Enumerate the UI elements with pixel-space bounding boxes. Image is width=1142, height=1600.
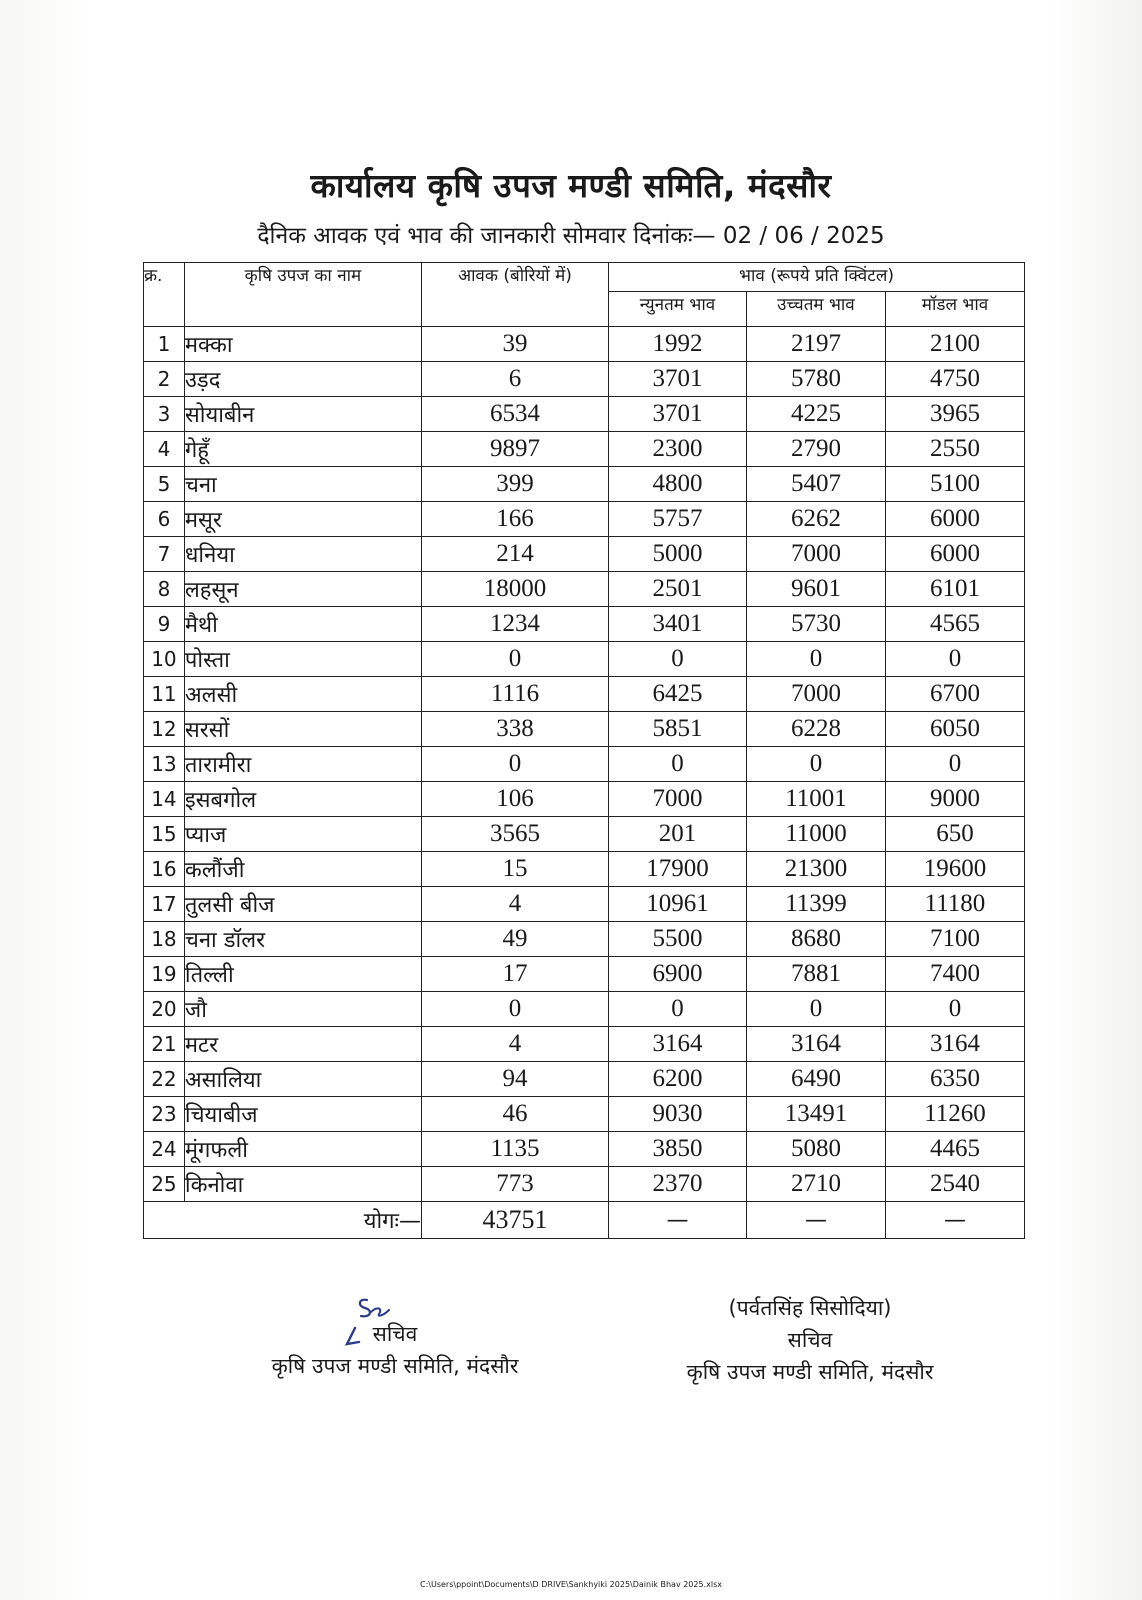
arrival-cell: 1116 bbox=[421, 677, 608, 712]
min-price-cell: 5000 bbox=[609, 537, 747, 572]
table-row bbox=[144, 712, 1025, 747]
max-price-cell: 7000 bbox=[746, 537, 885, 572]
table-row bbox=[144, 1132, 1025, 1167]
serial-cell: 7 bbox=[144, 537, 185, 572]
table-row bbox=[144, 957, 1025, 992]
serial-cell: 17 bbox=[144, 887, 185, 922]
min-price-cell: 9030 bbox=[609, 1097, 747, 1132]
crop-name-cell: मसूर bbox=[184, 502, 421, 537]
min-price-cell: 3701 bbox=[609, 362, 747, 397]
modal-price-cell: 5100 bbox=[885, 467, 1024, 502]
table-row bbox=[144, 1167, 1025, 1202]
min-price-cell: 5500 bbox=[609, 922, 747, 957]
min-price-cell: 17900 bbox=[609, 852, 747, 887]
max-price-cell: 7000 bbox=[746, 677, 885, 712]
crop-name-cell: चना bbox=[184, 467, 421, 502]
arrival-cell: 399 bbox=[421, 467, 608, 502]
table-row bbox=[144, 887, 1025, 922]
max-price-cell: 3164 bbox=[746, 1027, 885, 1062]
serial-cell: 3 bbox=[144, 397, 185, 432]
report-subtitle: दैनिक आवक एवं भाव की जानकारी सोमवार दिनांकः— 02 / 06 / 2025 bbox=[257, 223, 885, 249]
max-price-cell: 5730 bbox=[746, 607, 885, 642]
crop-name-cell: इसबगोल bbox=[184, 782, 421, 817]
total-min-dash: — bbox=[609, 1202, 747, 1239]
serial-cell: 20 bbox=[144, 992, 185, 1027]
serial-cell: 4 bbox=[144, 432, 185, 467]
min-price-cell: 7000 bbox=[609, 782, 747, 817]
serial-cell: 11 bbox=[144, 677, 185, 712]
crop-name-cell: मूंगफली bbox=[184, 1132, 421, 1167]
modal-price-cell: 0 bbox=[885, 747, 1024, 782]
signature-right-org: कृषि उपज मण्डी समिति, मंदसौर bbox=[686, 1360, 934, 1384]
arrival-cell: 214 bbox=[421, 537, 608, 572]
crop-name-cell: सोयाबीन bbox=[184, 397, 421, 432]
table-row bbox=[144, 992, 1025, 1027]
header-arrival: आवक (बोरियों में) bbox=[421, 263, 608, 327]
table-row bbox=[144, 432, 1025, 467]
signature-block-left bbox=[225, 1318, 565, 1382]
min-price-cell: 6200 bbox=[609, 1062, 747, 1097]
arrival-cell: 3565 bbox=[421, 817, 608, 852]
total-modal-dash: — bbox=[885, 1202, 1024, 1239]
min-price-cell: 5851 bbox=[609, 712, 747, 747]
crop-name-cell: मैथी bbox=[184, 607, 421, 642]
table-row bbox=[144, 362, 1025, 397]
arrival-cell: 0 bbox=[421, 642, 608, 677]
min-price-cell: 3401 bbox=[609, 607, 747, 642]
serial-cell: 16 bbox=[144, 852, 185, 887]
modal-price-cell: 19600 bbox=[885, 852, 1024, 887]
table-row bbox=[144, 1027, 1025, 1062]
arrival-cell: 49 bbox=[421, 922, 608, 957]
arrival-cell: 17 bbox=[421, 957, 608, 992]
max-price-cell: 0 bbox=[746, 992, 885, 1027]
min-price-cell: 1992 bbox=[609, 327, 747, 362]
serial-cell: 5 bbox=[144, 467, 185, 502]
crop-name-cell: उड़द bbox=[184, 362, 421, 397]
arrival-cell: 4 bbox=[421, 887, 608, 922]
crop-name-cell: मक्का bbox=[184, 327, 421, 362]
modal-price-cell: 4565 bbox=[885, 607, 1024, 642]
arrival-cell: 106 bbox=[421, 782, 608, 817]
modal-price-cell: 3965 bbox=[885, 397, 1024, 432]
max-price-cell: 2197 bbox=[746, 327, 885, 362]
modal-price-cell: 6350 bbox=[885, 1062, 1024, 1097]
min-price-cell: 0 bbox=[609, 642, 747, 677]
min-price-cell: 10961 bbox=[609, 887, 747, 922]
signature-left-org: कृषि उपज मण्डी समिति, मंदसौर bbox=[271, 1354, 519, 1378]
serial-cell: 2 bbox=[144, 362, 185, 397]
min-price-cell: 2300 bbox=[609, 432, 747, 467]
serial-cell: 9 bbox=[144, 607, 185, 642]
crop-name-cell: तारामीरा bbox=[184, 747, 421, 782]
max-price-cell: 2790 bbox=[746, 432, 885, 467]
signatory-name: (पर्वतसिंह सिसोदिया) bbox=[728, 1296, 892, 1320]
table-row bbox=[144, 677, 1025, 712]
min-price-cell: 0 bbox=[609, 992, 747, 1027]
modal-price-cell: 4750 bbox=[885, 362, 1024, 397]
table-row bbox=[144, 747, 1025, 782]
arrival-cell: 94 bbox=[421, 1062, 608, 1097]
modal-price-cell: 6101 bbox=[885, 572, 1024, 607]
max-price-cell: 11399 bbox=[746, 887, 885, 922]
serial-cell: 15 bbox=[144, 817, 185, 852]
min-price-cell: 0 bbox=[609, 747, 747, 782]
modal-price-cell: 650 bbox=[885, 817, 1024, 852]
modal-price-cell: 2540 bbox=[885, 1167, 1024, 1202]
table-row bbox=[144, 397, 1025, 432]
crop-name-cell: पोस्ता bbox=[184, 642, 421, 677]
signature-left-title: सचिव bbox=[372, 1322, 418, 1346]
arrival-cell: 9897 bbox=[421, 432, 608, 467]
serial-cell: 19 bbox=[144, 957, 185, 992]
max-price-cell: 2710 bbox=[746, 1167, 885, 1202]
serial-cell: 24 bbox=[144, 1132, 185, 1167]
arrival-cell: 18000 bbox=[421, 572, 608, 607]
header-price-group: भाव (रूपये प्रति क्विंटल) bbox=[609, 263, 1025, 292]
max-price-cell: 6228 bbox=[746, 712, 885, 747]
table-row bbox=[144, 1062, 1025, 1097]
arrival-cell: 6534 bbox=[421, 397, 608, 432]
header-max-price: उच्चतम भाव bbox=[746, 292, 885, 327]
table-body bbox=[144, 327, 1025, 1202]
crop-name-cell: असालिया bbox=[184, 1062, 421, 1097]
price-table bbox=[143, 262, 1025, 1239]
modal-price-cell: 3164 bbox=[885, 1027, 1024, 1062]
min-price-cell: 3850 bbox=[609, 1132, 747, 1167]
serial-cell: 18 bbox=[144, 922, 185, 957]
table-row bbox=[144, 852, 1025, 887]
arrival-cell: 6 bbox=[421, 362, 608, 397]
max-price-cell: 9601 bbox=[746, 572, 885, 607]
min-price-cell: 201 bbox=[609, 817, 747, 852]
crop-name-cell: मटर bbox=[184, 1027, 421, 1062]
min-price-cell: 5757 bbox=[609, 502, 747, 537]
header-serial: क्र. bbox=[144, 263, 185, 327]
arrival-cell: 4 bbox=[421, 1027, 608, 1062]
min-price-cell: 4800 bbox=[609, 467, 747, 502]
serial-cell: 23 bbox=[144, 1097, 185, 1132]
modal-price-cell: 11180 bbox=[885, 887, 1024, 922]
crop-name-cell: तिल्ली bbox=[184, 957, 421, 992]
max-price-cell: 0 bbox=[746, 747, 885, 782]
crop-name-cell: लहसून bbox=[184, 572, 421, 607]
min-price-cell: 3164 bbox=[609, 1027, 747, 1062]
max-price-cell: 0 bbox=[746, 642, 885, 677]
modal-price-cell: 7400 bbox=[885, 957, 1024, 992]
serial-cell: 25 bbox=[144, 1167, 185, 1202]
modal-price-cell: 9000 bbox=[885, 782, 1024, 817]
table-row bbox=[144, 1097, 1025, 1132]
serial-cell: 6 bbox=[144, 502, 185, 537]
signature-right-title: सचिव bbox=[787, 1328, 833, 1352]
table-row bbox=[144, 922, 1025, 957]
crop-name-cell: चियाबीज bbox=[184, 1097, 421, 1132]
signature-block-right bbox=[660, 1292, 960, 1388]
total-max-dash: — bbox=[746, 1202, 885, 1239]
header-crop-name: कृषि उपज का नाम bbox=[184, 263, 421, 327]
arrival-cell: 0 bbox=[421, 747, 608, 782]
modal-price-cell: 2100 bbox=[885, 327, 1024, 362]
office-title: कार्यालय कृषि उपज मण्डी समिति, मंदसौर bbox=[310, 166, 832, 205]
total-row bbox=[144, 1202, 1025, 1239]
arrival-cell: 166 bbox=[421, 502, 608, 537]
table-row bbox=[144, 782, 1025, 817]
arrival-cell: 39 bbox=[421, 327, 608, 362]
max-price-cell: 4225 bbox=[746, 397, 885, 432]
crop-name-cell: चना डॉलर bbox=[184, 922, 421, 957]
total-arrival: 43751 bbox=[421, 1202, 608, 1239]
table-row bbox=[144, 467, 1025, 502]
max-price-cell: 11000 bbox=[746, 817, 885, 852]
modal-price-cell: 11260 bbox=[885, 1097, 1024, 1132]
min-price-cell: 3701 bbox=[609, 397, 747, 432]
max-price-cell: 13491 bbox=[746, 1097, 885, 1132]
arrival-cell: 46 bbox=[421, 1097, 608, 1132]
crop-name-cell: किनोवा bbox=[184, 1167, 421, 1202]
modal-price-cell: 4465 bbox=[885, 1132, 1024, 1167]
crop-name-cell: सरसों bbox=[184, 712, 421, 747]
arrival-cell: 773 bbox=[421, 1167, 608, 1202]
serial-cell: 12 bbox=[144, 712, 185, 747]
modal-price-cell: 6000 bbox=[885, 502, 1024, 537]
crop-name-cell: गेहूँ bbox=[184, 432, 421, 467]
arrival-cell: 338 bbox=[421, 712, 608, 747]
min-price-cell: 6425 bbox=[609, 677, 747, 712]
header-min-price: न्युनतम भाव bbox=[609, 292, 747, 327]
modal-price-cell: 6000 bbox=[885, 537, 1024, 572]
max-price-cell: 21300 bbox=[746, 852, 885, 887]
total-label: योगः— bbox=[144, 1202, 422, 1239]
table-row bbox=[144, 607, 1025, 642]
crop-name-cell: प्याज bbox=[184, 817, 421, 852]
serial-cell: 1 bbox=[144, 327, 185, 362]
table-row bbox=[144, 502, 1025, 537]
max-price-cell: 6262 bbox=[746, 502, 885, 537]
arrival-cell: 1234 bbox=[421, 607, 608, 642]
table-row bbox=[144, 537, 1025, 572]
crop-name-cell: अलसी bbox=[184, 677, 421, 712]
max-price-cell: 7881 bbox=[746, 957, 885, 992]
max-price-cell: 11001 bbox=[746, 782, 885, 817]
header-modal-price: मॉडल भाव bbox=[885, 292, 1024, 327]
arrival-cell: 0 bbox=[421, 992, 608, 1027]
serial-cell: 22 bbox=[144, 1062, 185, 1097]
min-price-cell: 2501 bbox=[609, 572, 747, 607]
modal-price-cell: 0 bbox=[885, 642, 1024, 677]
arrival-cell: 15 bbox=[421, 852, 608, 887]
handwritten-signature bbox=[337, 1294, 407, 1348]
modal-price-cell: 6700 bbox=[885, 677, 1024, 712]
table-row bbox=[144, 817, 1025, 852]
serial-cell: 13 bbox=[144, 747, 185, 782]
file-path-footer: C:\Users\ppoint\Documents\D DRIVE\Sankhyiki 2025\Dainik Bhav 2025.xlsx bbox=[420, 1580, 722, 1589]
crop-name-cell: तुलसी बीज bbox=[184, 887, 421, 922]
max-price-cell: 6490 bbox=[746, 1062, 885, 1097]
modal-price-cell: 6050 bbox=[885, 712, 1024, 747]
modal-price-cell: 0 bbox=[885, 992, 1024, 1027]
max-price-cell: 5407 bbox=[746, 467, 885, 502]
serial-cell: 21 bbox=[144, 1027, 185, 1062]
table-row bbox=[144, 642, 1025, 677]
min-price-cell: 2370 bbox=[609, 1167, 747, 1202]
serial-cell: 8 bbox=[144, 572, 185, 607]
crop-name-cell: जौ bbox=[184, 992, 421, 1027]
crop-name-cell: कलौंजी bbox=[184, 852, 421, 887]
modal-price-cell: 7100 bbox=[885, 922, 1024, 957]
arrival-cell: 1135 bbox=[421, 1132, 608, 1167]
serial-cell: 14 bbox=[144, 782, 185, 817]
min-price-cell: 6900 bbox=[609, 957, 747, 992]
table-row bbox=[144, 327, 1025, 362]
max-price-cell: 8680 bbox=[746, 922, 885, 957]
max-price-cell: 5780 bbox=[746, 362, 885, 397]
table-row bbox=[144, 572, 1025, 607]
modal-price-cell: 2550 bbox=[885, 432, 1024, 467]
serial-cell: 10 bbox=[144, 642, 185, 677]
max-price-cell: 5080 bbox=[746, 1132, 885, 1167]
crop-name-cell: धनिया bbox=[184, 537, 421, 572]
